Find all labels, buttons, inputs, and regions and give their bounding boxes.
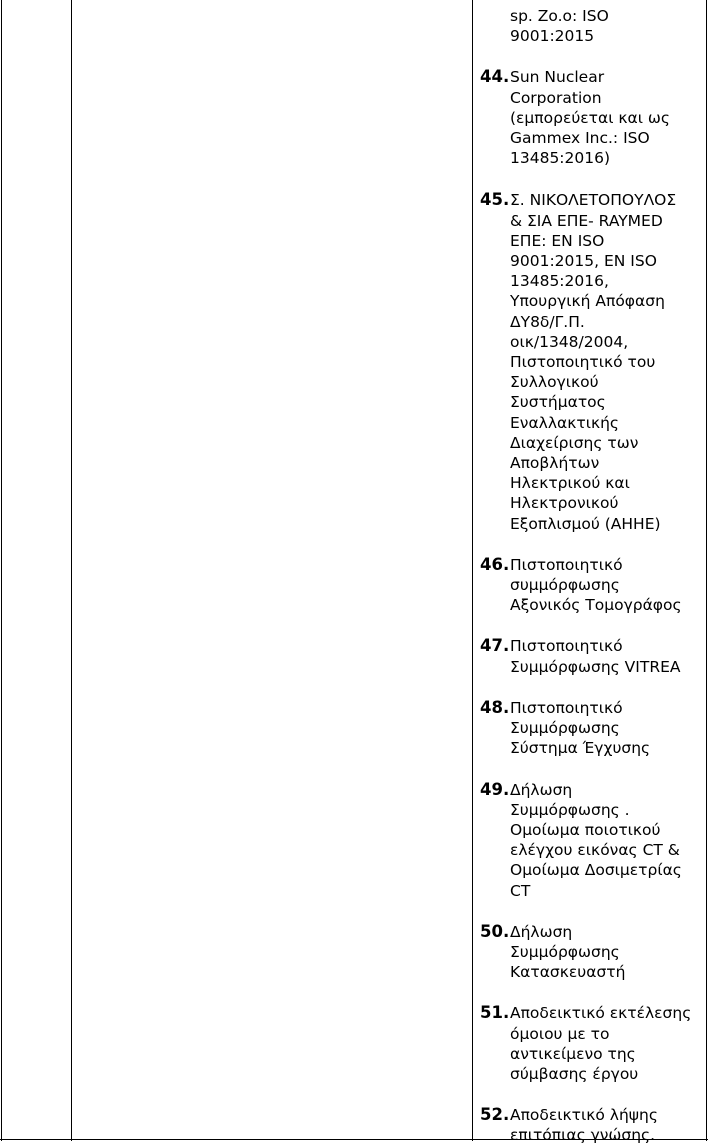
list-item-number: 48. <box>480 697 510 717</box>
list-item-text: Αποδεικτικό λήψης επιτόπιας γνώσης. <box>510 1106 658 1145</box>
list-item-text: Πιστοποιητικό συμμόρφωσης Αξονικός Τομογράφος <box>510 555 682 615</box>
table-cell-certificates <box>480 6 706 1146</box>
list-item-number: 51. <box>480 1003 510 1023</box>
list-item-number: 50. <box>480 921 510 941</box>
table-column-divider-1 <box>71 0 72 1141</box>
list-item-text: Σ. ΝΙΚΟΛΕΤΟΠΟΥΛΟΣ & ΣΙΑ ΕΠΕ- RAYMED ΕΠΕ: EN ISO 9001:2015, EN ISO 13485:2016, Υπουργική Απόφαση ΔΥ8δ/Γ.Π. οικ/1348/2004, Πιστοποιητικό του Συλλογικού Συστήματος Εναλλακτικής Διαχείρισης των Αποβλήτων Ηλεκτρικού και Ηλεκτρονικού Εξοπλισμού (ΑΗΗΕ) <box>510 191 677 533</box>
continued-entry-text: sp. Zo.o: ISO 9001:2015 <box>510 7 609 46</box>
list-item-text: Δήλωση Συμμόρφωσης Κατασκευαστή <box>510 922 626 982</box>
list-item <box>480 636 706 676</box>
table-border-left <box>1 0 2 1141</box>
list-item-text: Πιστοποιητικό Συμμόρφωσης Σύστημα Έγχυσης <box>510 698 651 758</box>
table-border-right <box>706 0 707 1141</box>
list-item-number: 46. <box>480 554 510 574</box>
list-item-text: Αποδεικτικό εκτέλεσης όμοιου με το αντικείμενο της σύμβασης έργου <box>510 1004 692 1083</box>
list-item <box>480 555 706 616</box>
list-item-number: 52. <box>480 1105 510 1125</box>
list-item <box>480 67 706 168</box>
list-item-number: 49. <box>480 779 510 799</box>
list-item-text: Sun Nuclear Corporation (εμπορεύεται και ως Gammex Inc.: ISO 13485:2016) <box>510 68 670 168</box>
list-item <box>480 1003 706 1084</box>
list-item <box>480 780 706 901</box>
list-item-number: 45. <box>480 190 510 210</box>
list-item-number: 44. <box>480 67 510 87</box>
table-column-divider-2 <box>472 0 473 1141</box>
list-item <box>480 698 706 759</box>
list-item-text: Δήλωση Συμμόρφωσης . Ομοίωμα ποιοτικού ελέγχου εικόνας CT & Ομοίωμα Δοσιμετρίας CT <box>510 780 682 900</box>
list-item-number: 47. <box>480 636 510 656</box>
list-item <box>480 190 706 533</box>
list-item-text: Πιστοποιητικό Συμμόρφωσης VITREA <box>510 637 681 676</box>
list-item <box>480 1105 706 1145</box>
list-item <box>480 922 706 983</box>
